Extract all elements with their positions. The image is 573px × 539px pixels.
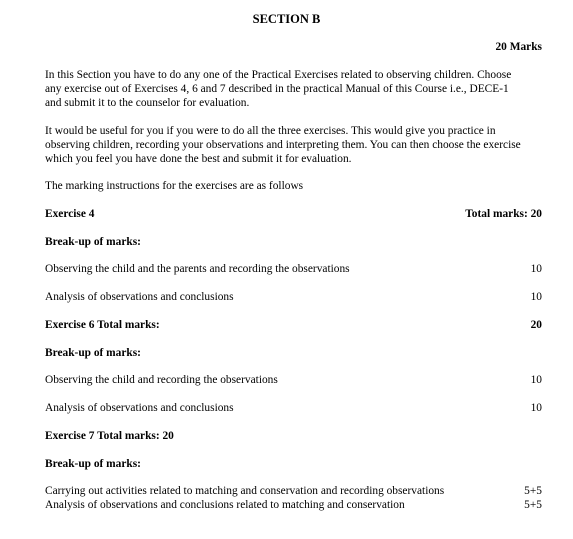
exercise-6-total: 20 <box>530 319 542 331</box>
exercise-7-item-label: Carrying out activities related to matching and conservation and recording observations <box>45 485 445 497</box>
paragraph-line: which you feel you have done the best and submit it for evaluation. <box>45 153 352 165</box>
exercise-4-total: Total marks: 20 <box>465 208 542 220</box>
paragraph-line: It would be useful for you if you were to do all the three exercises. This would give you practice in <box>45 125 496 137</box>
paragraph-line: In this Section you have to do any one of the Practical Exercises related to observing children. Choose <box>45 69 512 81</box>
paragraph-line: and submit it to the counselor for evaluation. <box>45 97 250 109</box>
paragraph-line: observing children, recording your observations and interpreting them. You can then choose the exercise <box>45 139 521 151</box>
section-title: SECTION B <box>252 12 321 26</box>
advice-paragraph <box>45 124 545 166</box>
exercise-4-breakup-heading: Break-up of marks: <box>45 236 141 248</box>
exercise-6-item-label: Analysis of observations and conclusions <box>45 402 234 414</box>
exercise-4-item-marks: 10 <box>530 291 542 303</box>
exercise-7-item-marks: 5+5 <box>524 499 542 511</box>
section-marks: 20 Marks <box>495 41 542 53</box>
exercise-7-heading: Exercise 7 Total marks: 20 <box>45 430 174 442</box>
exercise-4-heading: Exercise 4 <box>45 208 95 220</box>
exercise-4-item-marks: 10 <box>530 263 542 275</box>
intro-paragraph <box>45 68 545 110</box>
exercise-4-item-label: Analysis of observations and conclusions <box>45 291 234 303</box>
exercise-6-item-marks: 10 <box>530 402 542 414</box>
exercise-6-heading: Exercise 6 Total marks: <box>45 319 160 331</box>
exercise-7-breakup-heading: Break-up of marks: <box>45 458 141 470</box>
exercise-7-item-label: Analysis of observations and conclusions related to matching and conservation <box>45 499 405 511</box>
exercise-6-breakup-heading: Break-up of marks: <box>45 347 141 359</box>
exercise-6-item-marks: 10 <box>530 374 542 386</box>
exercise-7-item-marks: 5+5 <box>524 485 542 497</box>
exercise-6-item-label: Observing the child and recording the observations <box>45 374 278 386</box>
marking-intro: The marking instructions for the exercises are as follows <box>45 180 304 192</box>
exercise-4-item-label: Observing the child and the parents and recording the observations <box>45 263 350 275</box>
paragraph-line: any exercise out of Exercises 4, 6 and 7 described in the practical Manual of this Course i.e., DECE-1 <box>45 83 509 95</box>
